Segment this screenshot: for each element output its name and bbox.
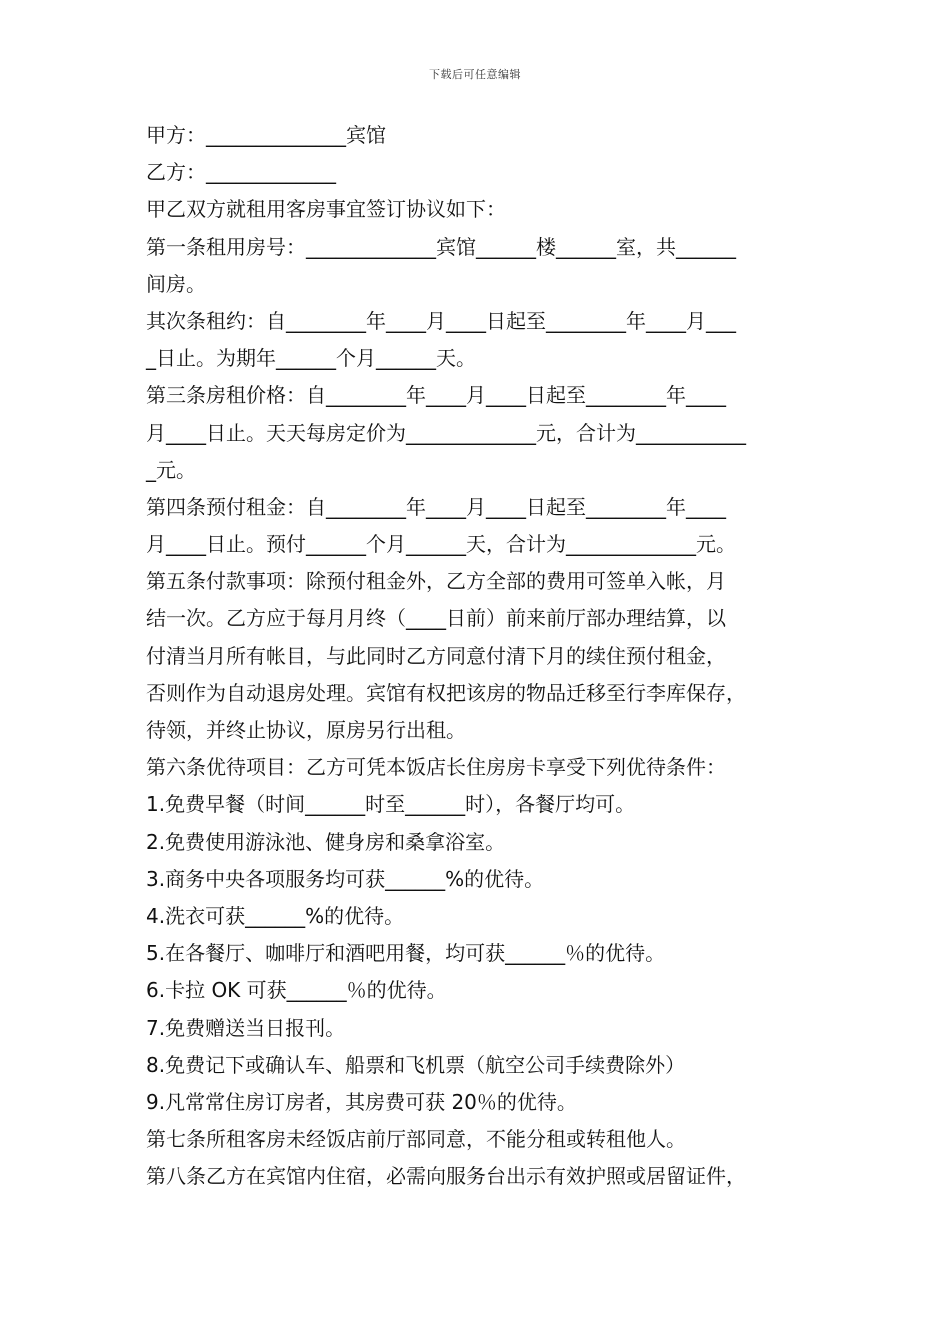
article-2-line-1: 其次条租约：自________年____月____日起至________年____月___ — [146, 308, 736, 333]
article-5-line-5: 待领，并终止协议，原房另行出租。 — [146, 718, 466, 742]
article-3-line-2: 月____日止。天天每房定价为_____________元，合计为___________ — [146, 420, 746, 445]
article-2-line-2: _日止。为期年______个月______天。 — [146, 346, 476, 371]
article-5-line-2: 结一次。乙方应于每月月终（____日前）前来前厅部办理结算，以 — [146, 606, 726, 631]
party-b-line: 乙方：_____________ — [146, 160, 336, 185]
article-5-line-1: 第五条付款事项：除预付租金外，乙方全部的费用可签单入帐，月 — [146, 569, 726, 594]
benefit-item-9: 9.凡常常住房订房者，其房费可获 20％的优待。 — [146, 1089, 577, 1114]
article-8-line: 第八条乙方在宾馆内住宿，必需向服务台出示有效护照或居留证件， — [146, 1164, 746, 1189]
article-4-line-2: 月____日止。预付______个月______天，合计为_____________元。 — [146, 532, 736, 557]
party-a-line: 甲方：______________宾馆 — [146, 123, 386, 147]
contract-body — [146, 117, 826, 1195]
benefit-item-4: 4.洗衣可获______%的优待。 — [146, 903, 405, 928]
article-3-line-3: _元。 — [146, 457, 196, 482]
article-1-line-1: 第一条租用房号：_____________宾馆______楼______室，共______ — [146, 234, 736, 259]
benefit-item-7: 7.免费赠送当日报刊。 — [146, 1015, 346, 1040]
article-3-line-1: 第三条房租价格：自________年____月____日起至________年____ — [146, 383, 726, 408]
article-4-line-1: 第四条预付租金：自________年____月____日起至________年____ — [146, 494, 726, 519]
benefit-item-5: 5.在各餐厅、咖啡厅和酒吧用餐，均可获______％的优待。 — [146, 941, 666, 966]
benefit-item-3: 3.商务中央各项服务均可获______%的优待。 — [146, 866, 545, 891]
benefit-item-6: 6.卡拉 OK 可获______％的优待。 — [146, 978, 447, 1003]
benefit-item-1: 1.免费早餐（时间______时至______时），各餐厅均可。 — [146, 792, 636, 817]
article-6-line: 第六条优待项目：乙方可凭本饭店长住房房卡享受下列优待条件： — [146, 755, 726, 780]
article-5-line-4: 否则作为自动退房处理。宾馆有权把该房的物品迁移至行李库保存， — [146, 680, 746, 705]
agreement-intro: 甲乙双方就租用客房事宜签订协议如下： — [146, 197, 506, 222]
article-7-line: 第七条所租客房未经饭店前厅部同意，不能分租或转租他人。 — [146, 1127, 686, 1152]
article-5-line-3: 付清当月所有帐目，与此同时乙方同意付清下月的续住预付租金， — [146, 643, 726, 668]
benefit-item-2: 2.免费使用游泳池、健身房和桑拿浴室。 — [146, 829, 506, 854]
benefit-item-8: 8.免费记下或确认车、船票和飞机票（航空公司手续费除外） — [146, 1052, 686, 1077]
article-1-line-2: 间房。 — [146, 271, 206, 296]
header-note: 下载后可任意编辑 — [429, 68, 521, 81]
